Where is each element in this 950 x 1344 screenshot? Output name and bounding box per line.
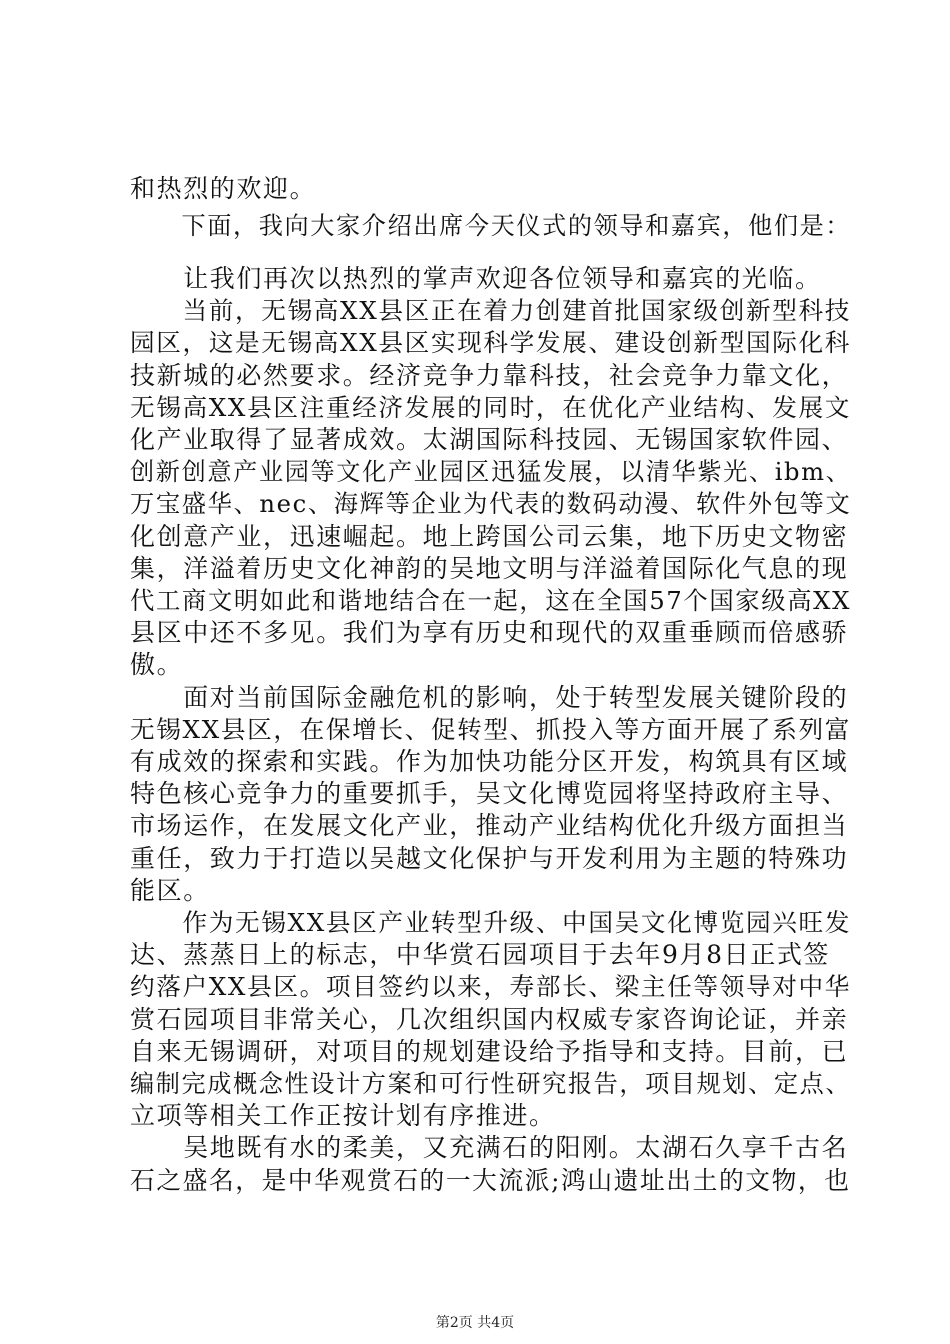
text-line: 让我们再次以热烈的掌声欢迎各位领导和嘉宾的光临。	[130, 264, 822, 293]
text-line: 达、蒸蒸日上的标志，中华赏石园项目于去年9月8日正式签	[130, 940, 831, 970]
text-line: 有成效的探索和实践。作为加快功能分区开发，构筑具有区域	[130, 747, 849, 776]
text-line: 化创意产业，迅速崛起。地上跨国公司云集，地下历史文物密	[130, 521, 849, 551]
text-line: 下面，我向大家介绍出席今天仪式的领导和嘉宾，他们是：	[130, 212, 852, 240]
text-line: 无锡高XX县区注重经济发展的同时，在优化产业结构、发展文	[130, 392, 851, 422]
text-line: 市场运作，在发展文化产业，推动产业结构优化升级方面担当	[130, 811, 849, 841]
text-line: 和热烈的欢迎。	[130, 174, 317, 203]
text-line: 吴地既有水的柔美，又充满石的阳刚。太湖石久享千古名	[130, 1133, 849, 1163]
text-line: 特色核心竞争力的重要抓手，吴文化博览园将坚持政府主导、	[130, 779, 849, 809]
text-line: 赏石园项目非常关心，几次组织国内权威专家咨询论证，并亲	[130, 1004, 849, 1034]
text-line: 约落户XX县区。项目签约以来，寿部长、梁主任等领导对中华	[130, 972, 851, 1002]
text-line: 傲。	[130, 650, 184, 680]
text-line: 代工商文明如此和谐地结合在一起，这在全国57个国家级高XX	[130, 586, 852, 615]
text-line: 重任，致力于打造以吴越文化保护与开发利用为主题的特殊功	[130, 843, 849, 873]
text-line: 石之盛名，是中华观赏石的一大流派;鸿山遗址出土的文物，也	[130, 1165, 851, 1195]
text-line: 无锡XX县区，在保增长、促转型、抓投入等方面开展了系列富	[130, 714, 851, 744]
text-line: 当前，无锡高XX县区正在着力创建首批国家级创新型科技	[130, 296, 851, 326]
text-line: 能区。	[130, 875, 210, 905]
text-line: 创新创意产业园等文化产业园区迅猛发展，以清华紫光、ibm、	[130, 458, 852, 487]
text-line: 面对当前国际金融危机的影响，处于转型发展关键阶段的	[130, 682, 849, 712]
text-line: 作为无锡XX县区产业转型升级、中国吴文化博览园兴旺发	[130, 908, 851, 937]
text-line: 万宝盛华、nec、海辉等企业为代表的数码动漫、软件外包等文	[130, 489, 852, 519]
text-line: 园区，这是无锡高XX县区实现科学发展、建设创新型国际化科	[130, 328, 851, 358]
text-line: 县区中还不多见。我们为享有历史和现代的双重垂顾而倍感骄	[130, 618, 849, 648]
page-number-footer: 第2页 共4页	[435, 1315, 515, 1331]
text-line: 集，洋溢着历史文化神韵的吴地文明与洋溢着国际化气息的现	[130, 553, 849, 583]
text-line: 技新城的必然要求。经济竞争力靠科技，社会竞争力靠文化，	[130, 360, 849, 390]
text-line: 化产业取得了显著成效。太湖国际科技园、无锡国家软件园、	[130, 425, 849, 454]
text-line: 立项等相关工作正按计划有序推进。	[130, 1101, 556, 1131]
text-line: 自来无锡调研，对项目的规划建设给予指导和支持。目前，已	[130, 1036, 849, 1066]
text-line: 编制完成概念性设计方案和可行性研究报告，项目规划、定点、	[130, 1070, 852, 1098]
